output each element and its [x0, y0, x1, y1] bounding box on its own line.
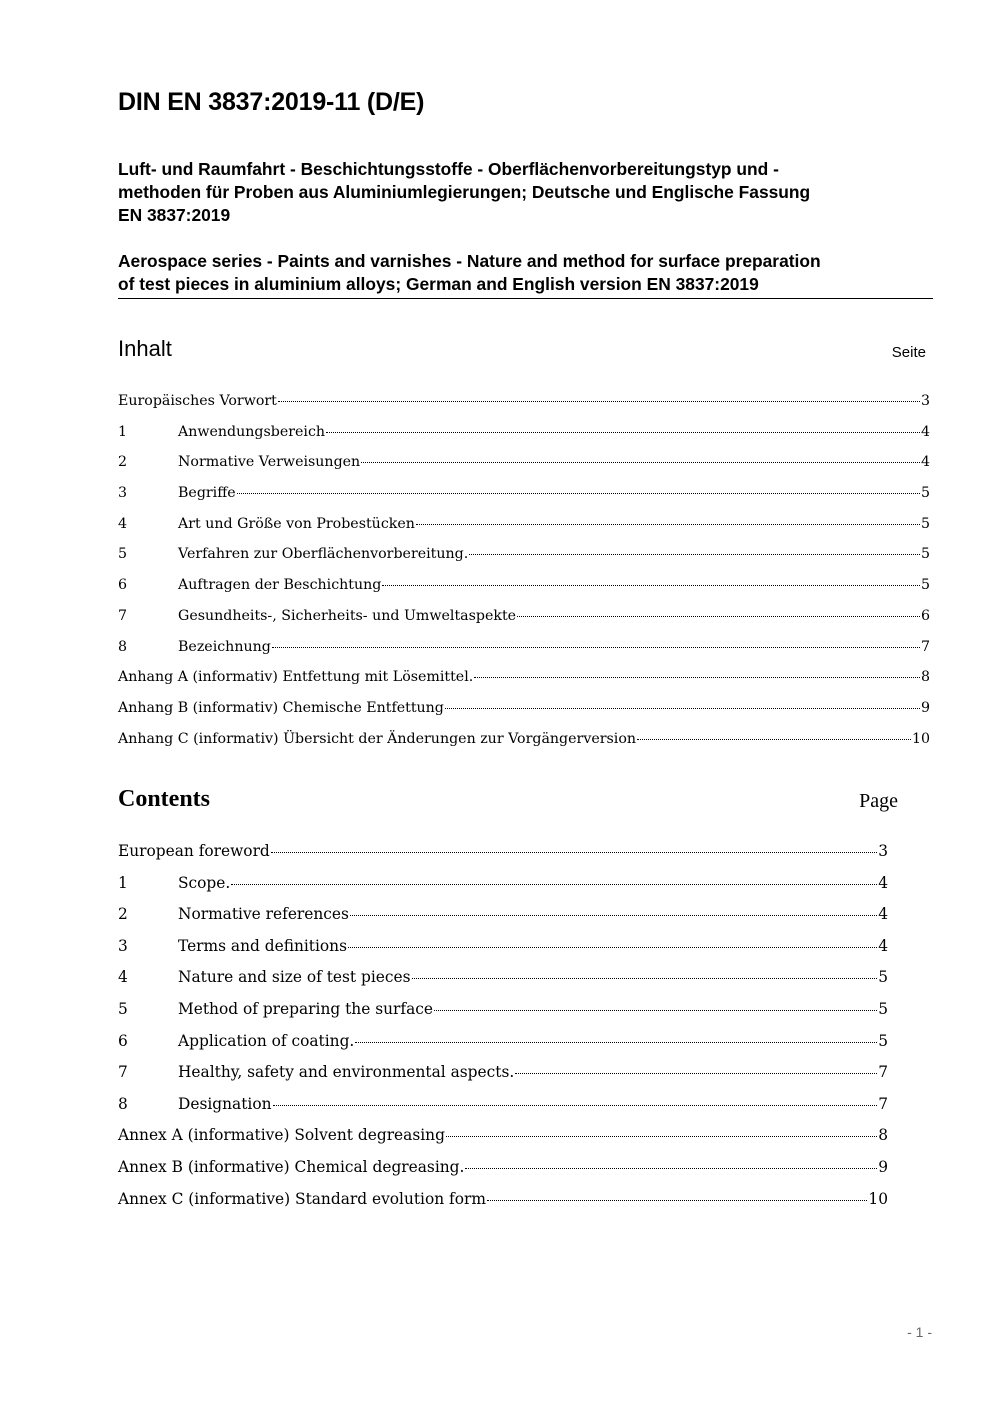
toc-entry-title: Verfahren zur Oberflächenvorbereitung. [178, 546, 469, 563]
toc-english [118, 842, 888, 1221]
dot-leader [416, 524, 920, 525]
dot-leader [272, 647, 920, 648]
toc-entry-title: Scope. [178, 873, 231, 892]
toc-german-title: Inhalt [118, 336, 172, 361]
toc-entry[interactable] [118, 1032, 888, 1064]
toc-entry[interactable] [118, 485, 930, 516]
toc-entry-page: 5 [920, 577, 930, 594]
toc-entry-title: Begriffe [178, 485, 236, 502]
toc-entry-page: 4 [878, 936, 888, 955]
title-english [118, 250, 933, 299]
dot-leader [348, 947, 877, 948]
toc-entry-page: 5 [920, 546, 930, 563]
toc-entry[interactable] [118, 842, 888, 874]
dot-leader [469, 554, 920, 555]
dot-leader [446, 1136, 877, 1137]
toc-entry[interactable] [118, 874, 888, 906]
toc-entry-page: 5 [878, 968, 888, 987]
toc-entry-title: Normative Verweisungen [178, 454, 361, 471]
toc-entry[interactable] [118, 1190, 888, 1222]
toc-entry-number: 3 [118, 936, 128, 955]
toc-entry-page: 10 [868, 1189, 888, 1208]
dot-leader [382, 585, 920, 586]
toc-entry-page: 10 [911, 730, 930, 747]
toc-entry-page: 5 [920, 485, 930, 502]
toc-entry-page: 3 [920, 393, 930, 409]
toc-entry[interactable] [118, 731, 930, 762]
toc-entry[interactable] [118, 393, 930, 424]
toc-entry-title: Application of coating. [178, 1031, 355, 1050]
toc-entry-title: European foreword [118, 842, 270, 860]
dot-leader [361, 462, 920, 463]
dot-leader [465, 1168, 877, 1169]
dot-leader [412, 978, 878, 979]
toc-entry-page: 5 [878, 1031, 888, 1050]
toc-entry-title: Auftragen der Beschichtung [178, 577, 382, 594]
dot-leader [278, 401, 920, 402]
toc-entry-title: Bezeichnung [178, 638, 271, 655]
toc-entry-number: 8 [118, 638, 128, 655]
toc-entry-page: 7 [878, 1063, 888, 1082]
toc-entry-number: 1 [118, 873, 128, 892]
toc-english-title: Contents [118, 786, 211, 812]
toc-entry-page: 7 [920, 638, 930, 655]
toc-entry-title: Terms and definitions [178, 936, 347, 955]
toc-entry-number: 5 [118, 999, 128, 1018]
dot-leader [350, 915, 877, 916]
toc-entry-title: Art und Größe von Probestücken [178, 515, 415, 532]
toc-entry[interactable] [118, 937, 888, 969]
toc-entry[interactable] [118, 1095, 888, 1127]
toc-entry[interactable] [118, 1000, 888, 1032]
toc-entry-number: 2 [118, 905, 128, 924]
toc-entry[interactable] [118, 639, 930, 670]
toc-entry-page: 5 [920, 515, 930, 532]
toc-entry-title: Anhang B (informativ) Chemische Entfettung [118, 699, 444, 716]
toc-entry-number: 4 [118, 968, 128, 987]
toc-entry-page: 9 [878, 1157, 888, 1176]
toc-entry-number: 1 [118, 423, 128, 440]
dot-leader [445, 708, 920, 709]
toc-entry[interactable] [118, 608, 930, 639]
toc-entry-title: Designation [178, 1094, 272, 1113]
toc-entry-page: 4 [920, 454, 930, 471]
toc-entry-page: 4 [920, 423, 930, 440]
toc-entry-title: Annex B (informative) Chemical degreasing. [118, 1157, 465, 1176]
dot-leader [517, 616, 920, 617]
toc-entry-page: 7 [878, 1094, 888, 1113]
toc-german-page-label: Seite [891, 344, 926, 361]
toc-entry-page: 8 [878, 1126, 888, 1145]
toc-entry-page: 4 [878, 873, 888, 892]
toc-entry[interactable] [118, 968, 888, 1000]
toc-german [118, 393, 930, 761]
dot-leader [355, 1042, 877, 1043]
dot-leader [231, 884, 877, 885]
toc-entry-number: 7 [118, 1063, 128, 1082]
dot-leader [487, 1200, 867, 1201]
toc-entry[interactable] [118, 1126, 888, 1158]
toc-entry-title: Nature and size of test pieces [178, 968, 411, 987]
toc-entry-page: 6 [920, 607, 930, 624]
toc-entry[interactable] [118, 516, 930, 547]
toc-entry-number: 6 [118, 1031, 128, 1050]
toc-entry-title: Anhang A (informativ) Entfettung mit Lösemittel. [118, 669, 474, 686]
toc-english-page-label: Page [859, 790, 898, 812]
toc-entry-title: Method of preparing the surface [178, 999, 433, 1018]
toc-entry-page: 9 [920, 699, 930, 716]
toc-entry-page: 8 [920, 669, 930, 686]
toc-entry[interactable] [118, 546, 930, 577]
toc-entry-title: Europäisches Vorwort [118, 393, 277, 409]
toc-entry[interactable] [118, 700, 930, 731]
toc-entry[interactable] [118, 424, 930, 455]
toc-entry[interactable] [118, 1063, 888, 1095]
toc-entry-title: Healthy, safety and environmental aspects. [178, 1063, 515, 1082]
dot-leader [515, 1073, 877, 1074]
toc-entry[interactable] [118, 905, 888, 937]
toc-entry-page: 4 [878, 905, 888, 924]
toc-entry[interactable] [118, 577, 930, 608]
toc-german-heading [118, 336, 926, 366]
dot-leader [474, 677, 920, 678]
toc-entry-title: Annex C (informative) Standard evolution form [118, 1189, 486, 1208]
dot-leader [637, 739, 911, 740]
title-english-line: Aerospace series - Paints and varnishes - Nature and method for surface preparation [118, 251, 821, 271]
toc-entry-number: 6 [118, 577, 128, 594]
title-german-line: methoden für Proben aus Aluminiumlegierungen; Deutsche und Englische Fassung [118, 182, 811, 202]
toc-entry[interactable] [118, 454, 930, 485]
dot-leader [434, 1010, 877, 1011]
toc-entry-title: Anwendungsbereich [178, 423, 326, 440]
title-german [118, 158, 933, 227]
toc-entry-number: 7 [118, 607, 128, 624]
document-id: DIN EN 3837:2019-11 (D/E) [118, 88, 425, 116]
toc-entry[interactable] [118, 1158, 888, 1190]
toc-entry-title: Anhang C (informativ) Übersicht der Änderungen zur Vorgängerversion [118, 730, 637, 747]
dot-leader [273, 1105, 878, 1106]
toc-entry-title: Annex A (informative) Solvent degreasing [118, 1126, 445, 1145]
dot-leader [237, 493, 920, 494]
title-german-line: EN 3837:2019 [118, 205, 231, 225]
page-number: - 1 - [907, 1324, 932, 1340]
toc-entry-page: 5 [878, 999, 888, 1018]
toc-entry[interactable] [118, 669, 930, 700]
toc-entry-number: 8 [118, 1094, 128, 1113]
title-english-line: of test pieces in aluminium alloys; German and English version EN 3837:2019 [118, 274, 759, 294]
title-german-line: Luft- und Raumfahrt - Beschichtungsstoffe - Oberflächenvorbereitungstyp und - [118, 159, 779, 179]
toc-entry-number: 3 [118, 485, 128, 502]
dot-leader [326, 432, 920, 433]
toc-entry-title: Gesundheits-, Sicherheits- und Umweltaspekte [178, 607, 517, 624]
toc-entry-page: 3 [878, 842, 888, 860]
toc-entry-number: 5 [118, 546, 128, 563]
toc-entry-number: 2 [118, 454, 128, 471]
dot-leader [271, 852, 877, 853]
toc-entry-title: Normative references [178, 905, 349, 924]
toc-entry-number: 4 [118, 515, 128, 532]
toc-english-heading [118, 786, 898, 818]
